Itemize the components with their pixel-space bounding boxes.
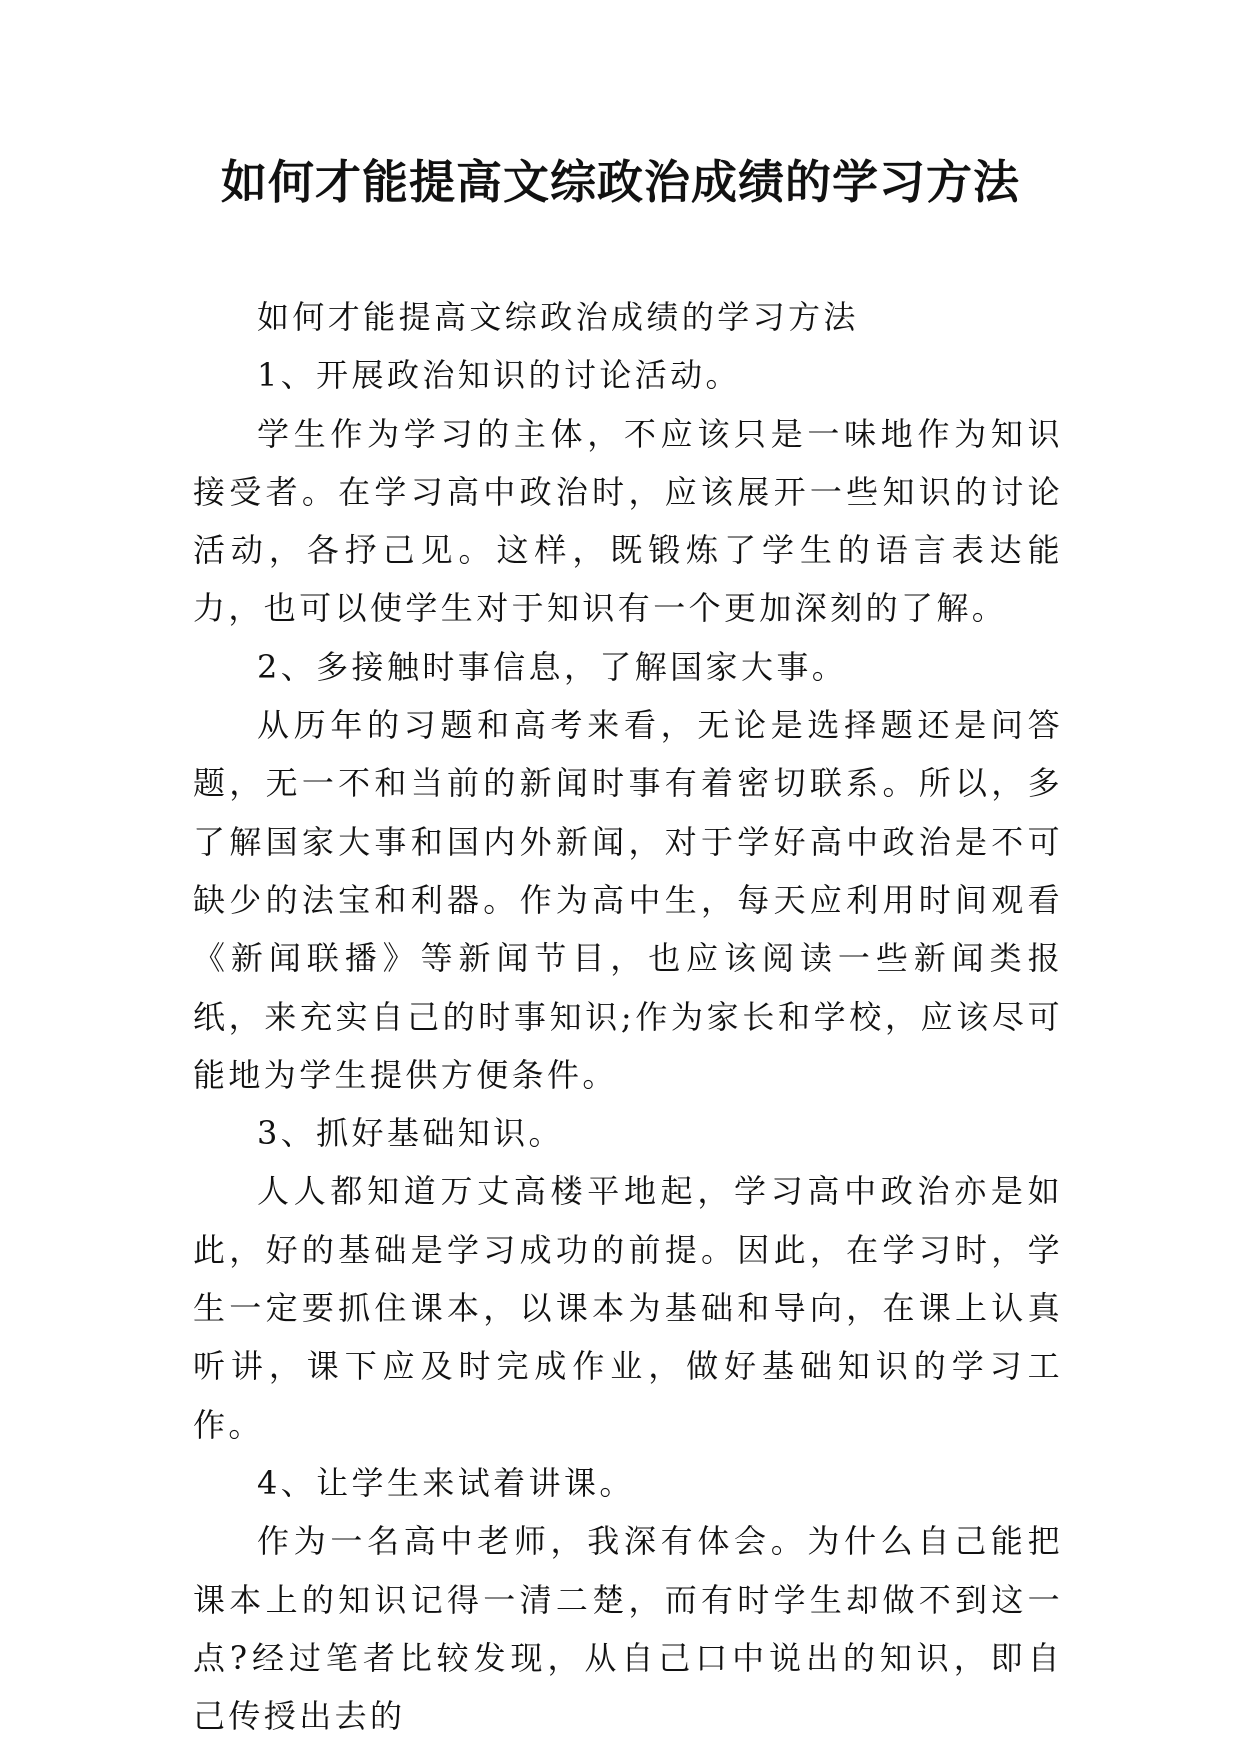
section-heading-1: 1、开展政治知识的讨论活动。 bbox=[257, 356, 741, 395]
paragraph: 作为一名高中老师，我深有体会。为什么自己能把课本上的知识记得一清二楚，而有时学生却做不到这一点?经过笔者比较发现，从自己口中说出的知识，即自己传授出去的 bbox=[193, 1522, 1063, 1736]
document-body bbox=[193, 288, 1063, 1745]
section-heading-3: 3、抓好基础知识。 bbox=[257, 1114, 564, 1153]
document-title: 如何才能提高文综政治成绩的学习方法 bbox=[221, 155, 1020, 209]
paragraph: 从历年的习题和高考来看，无论是选择题还是问答题，无一不和当前的新闻时事有着密切联系。所以，多了解国家大事和国内外新闻，对于学好高中政治是不可缺少的法宝和利器。作为高中生，每天应利用时间观看《新闻联播》等新闻节目，也应该阅读一些新闻类报纸，来充实自己的时事知识;作为家长和学校，应该尽可能地为学生提供方便条件。 bbox=[193, 706, 1063, 1094]
section-heading-2: 2、多接触时事信息，了解国家大事。 bbox=[257, 647, 848, 686]
paragraph: 人人都知道万丈高楼平地起，学习高中政治亦是如此，好的基础是学习成功的前提。因此，在学习时，学生一定要抓住课本，以课本为基础和导向，在课上认真听讲，课下应及时完成作业，做好基础知识的学习工作。 bbox=[193, 1172, 1063, 1444]
paragraph-subtitle: 如何才能提高文综政治成绩的学习方法 bbox=[257, 298, 859, 336]
section-heading-4: 4、让学生来试着讲课。 bbox=[257, 1463, 635, 1502]
paragraph: 学生作为学习的主体，不应该只是一味地作为知识接受者。在学习高中政治时，应该展开一些知识的讨论活动，各抒己见。这样，既锻炼了学生的语言表达能力，也可以使学生对于知识有一个更加深刻的了解。 bbox=[193, 414, 1063, 628]
